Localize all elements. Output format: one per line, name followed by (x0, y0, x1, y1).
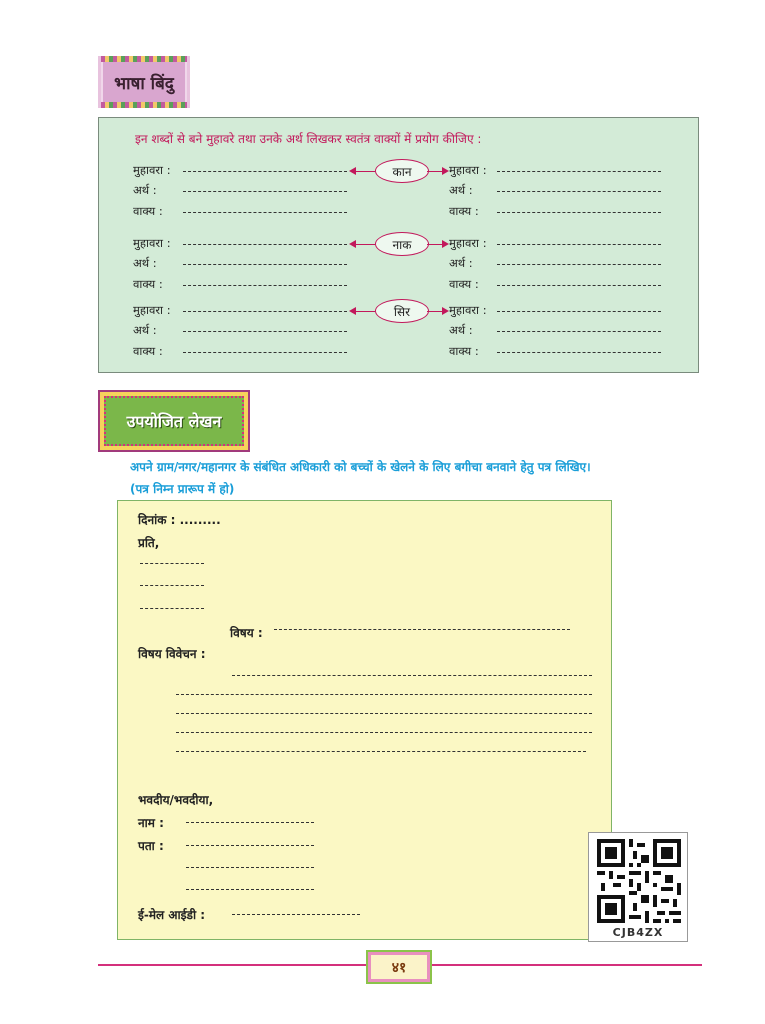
section-heading-bhasha-bindu (98, 56, 190, 108)
blank-line[interactable] (232, 675, 592, 676)
section-heading-upyojit-lekhan (104, 396, 244, 446)
meaning-label: अर्थ : (133, 323, 157, 337)
blank-line[interactable] (183, 244, 347, 245)
arrow-right-icon (427, 244, 447, 245)
blank-line[interactable] (497, 264, 661, 265)
date-label: दिनांक : ......... (138, 513, 221, 527)
blank-line[interactable] (186, 867, 314, 868)
idiom-label: मुहावरा : (133, 236, 171, 250)
blank-line[interactable] (176, 732, 592, 733)
closing-label: भवदीय/भवदीया, (138, 793, 214, 807)
word-oval-kaan: कान (375, 159, 429, 183)
subject-label: विषय : (230, 626, 263, 640)
blank-line[interactable] (497, 331, 661, 332)
sentence-label: वाक्य : (133, 277, 163, 291)
idioms-instruction: इन शब्दों से बने मुहावरे तथा उनके अर्थ लिखकर स्वतंत्र वाक्यों में प्रयोग कीजिए : (135, 132, 482, 146)
blank-line[interactable] (183, 331, 347, 332)
blank-line[interactable] (183, 352, 347, 353)
blank-line[interactable] (183, 171, 347, 172)
qr-code-label: CJB4ZX (612, 926, 664, 939)
heading-text: भाषा बिंदु (114, 73, 174, 94)
idioms-exercise-box (98, 117, 699, 373)
meaning-label: अर्थ : (449, 183, 473, 197)
blank-line[interactable] (232, 914, 360, 915)
arrow-left-icon (351, 311, 375, 312)
decorative-border (101, 56, 187, 62)
blank-line[interactable] (183, 264, 347, 265)
letter-instruction-note: (पत्र निम्न प्रारूप में हो) (130, 482, 235, 496)
idiom-label: मुहावरा : (449, 163, 487, 177)
blank-line[interactable] (183, 285, 347, 286)
blank-line[interactable] (183, 311, 347, 312)
idiom-label: मुहावरा : (449, 303, 487, 317)
qr-code[interactable] (588, 832, 688, 942)
heading-text: उपयोजित लेखन (126, 412, 222, 431)
blank-line[interactable] (186, 822, 314, 823)
blank-line[interactable] (176, 713, 592, 714)
name-label: नाम : (138, 816, 164, 830)
blank-line[interactable] (497, 311, 661, 312)
body-label: विषय विवेचन : (138, 647, 206, 661)
decorative-border (101, 102, 187, 108)
letter-format-box (117, 500, 612, 940)
email-label: ई-मेल आईडी : (138, 908, 206, 922)
blank-line[interactable] (186, 889, 314, 890)
subject-blank-line[interactable] (274, 629, 570, 630)
sentence-label: वाक्य : (449, 277, 479, 291)
arrow-right-icon (427, 171, 447, 172)
blank-line[interactable] (140, 608, 204, 609)
blank-line[interactable] (140, 585, 204, 586)
blank-line[interactable] (140, 563, 204, 564)
arrow-left-icon (351, 171, 375, 172)
qr-code-icon (597, 839, 681, 923)
blank-line[interactable] (176, 694, 592, 695)
blank-line[interactable] (497, 285, 661, 286)
arrow-right-icon (427, 311, 447, 312)
word-oval-sir: सिर (375, 299, 429, 323)
meaning-label: अर्थ : (133, 256, 157, 270)
blank-line[interactable] (497, 212, 661, 213)
address-label: पता : (138, 839, 164, 853)
blank-line[interactable] (183, 191, 347, 192)
page-number: ४१ (366, 950, 432, 984)
blank-line[interactable] (497, 352, 661, 353)
meaning-label: अर्थ : (449, 256, 473, 270)
blank-line[interactable] (176, 751, 586, 752)
letter-instruction-line: अपने ग्राम/नगर/महानगर के संबंधित अधिकारी को बच्चों के खेलने के लिए बगीचा बनवाने हेतु पत्र लिखिए। (130, 460, 591, 474)
arrow-left-icon (351, 244, 375, 245)
idiom-label: मुहावरा : (449, 236, 487, 250)
meaning-label: अर्थ : (449, 323, 473, 337)
sentence-label: वाक्य : (133, 344, 163, 358)
blank-line[interactable] (497, 191, 661, 192)
letter-instruction (130, 456, 591, 500)
blank-line[interactable] (186, 845, 314, 846)
sentence-label: वाक्य : (133, 204, 163, 218)
word-oval-naak: नाक (375, 232, 429, 256)
sentence-label: वाक्य : (449, 204, 479, 218)
sentence-label: वाक्य : (449, 344, 479, 358)
blank-line[interactable] (183, 212, 347, 213)
blank-line[interactable] (497, 171, 661, 172)
idiom-label: मुहावरा : (133, 163, 171, 177)
meaning-label: अर्थ : (133, 183, 157, 197)
to-label: प्रति, (138, 536, 160, 550)
idiom-label: मुहावरा : (133, 303, 171, 317)
blank-line[interactable] (497, 244, 661, 245)
